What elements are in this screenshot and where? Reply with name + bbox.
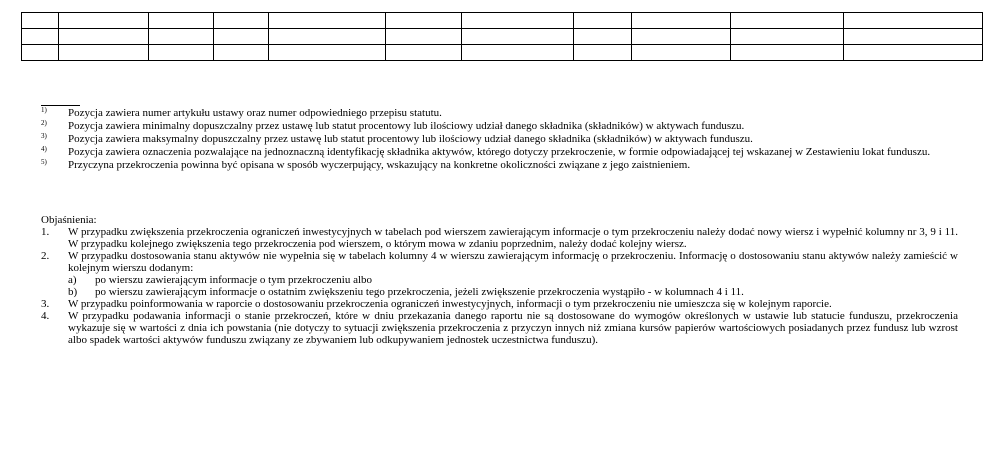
explanations-title: Objaśnienia:	[41, 214, 97, 226]
footnote-2	[41, 120, 961, 132]
explanations-section	[41, 214, 958, 346]
footnote-mark: 1)	[41, 106, 47, 114]
footnote-1	[41, 107, 961, 119]
footnote-text: Pozycja zawiera oznaczenia pozwalające na jednoznaczną identyfikację składnika aktywów, którego dotyczy przekroczenie, w formie odpowiadającej tej wskazanej w Zestawieniu lokat funduszu.	[68, 146, 931, 158]
footnote-text: Pozycja zawiera maksymalny dopuszczalny przez ustawę lub statut procentowy lub ilościowy udział danego składnika (składników) w aktywach funduszu.	[68, 133, 753, 145]
footnotes	[41, 107, 961, 172]
sub-item-text: po wierszu zawierającym informacje o ostatnim zwiększeniu tego przekroczenia, jeżeli zwiększenie przekroczenia wystąpiło - w kolumnach 4 i 11.	[95, 286, 744, 298]
item-number: 2.	[41, 250, 50, 262]
footnote-5	[41, 159, 961, 171]
sub-item-a	[68, 274, 958, 286]
table-row	[22, 45, 983, 61]
footnote-text: Pozycja zawiera minimalny dopuszczalny przez ustawę lub statut procentowy lub ilościowy udział danego składnika (składników) w aktywach funduszu.	[68, 120, 745, 132]
item-text: W przypadku zwiększenia przekroczenia ograniczeń inwestycyjnych w tabelach pod wierszem zawierającym informacje o tym przekroczeniu należy dodać nowy wiersz i wypełnić kolumny nr 3, 9 i 11. W przypadku kolejnego zwiększenia tego przekroczenia pod wierszem, o którym mowa w zdaniu poprzednim, należy dodać kolejny wiersz.	[68, 226, 958, 250]
footnote-text: Przyczyna przekroczenia powinna być opisana w sposób wyczerpujący, wskazujący na konkretne okoliczności związane z jego zaistnieniem.	[68, 159, 691, 171]
footnote-mark: 3)	[41, 132, 47, 140]
footnote-3	[41, 133, 961, 145]
footnote-mark: 5)	[41, 158, 47, 166]
explanation-item-2	[41, 250, 958, 298]
footnote-mark: 4)	[41, 145, 47, 153]
item-number: 1.	[41, 226, 50, 238]
table-row	[22, 13, 983, 29]
explanation-item-4	[41, 310, 958, 346]
item-text: W przypadku dostosowania stanu aktywów nie wypełnia się w tabelach kolumny 4 w wierszu zawierającym informację o przekroczeniu. Informację o dostosowaniu stanu aktywów należy zamieścić w kolejnym wierszu dodanym:	[68, 250, 958, 274]
footnote-4	[41, 146, 961, 158]
table-row	[22, 29, 983, 45]
item-number: 4.	[41, 310, 50, 322]
explanation-item-1	[41, 226, 958, 250]
item-text: W przypadku poinformowania w raporcie o dostosowaniu przekroczenia ograniczeń inwestycyjnych, informacji o tym przekroczeniu nie umieszcza się w kolejnym raporcie.	[68, 298, 832, 310]
footnote-text: Pozycja zawiera numer artykułu ustawy oraz numer odpowiedniego przepisu statutu.	[68, 107, 442, 119]
item-number: 3.	[41, 298, 50, 310]
item-text: W przypadku podawania informacji o stanie przekroczeń, które w dniu przekazania danego raportu nie są dostosowane do wymogów określonych w ustawie lub statucie funduszu, przekroczenia wykazuje się w wartości z dnia ich powstania (nie dotyczy to sytuacji zwiększenia przekroczenia z przyczyn innych niż zmiana kursów papierów wartościowych posiadanych przez fundusz lub wzrost albo spadek wartości aktywów funduszu związany ze zbywaniem lub odkupywaniem jednostek uczestnictwa funduszu).	[68, 310, 958, 346]
sub-item-text: po wierszu zawierającym informacje o tym przekroczeniu albo	[95, 274, 373, 286]
sub-item-b	[68, 286, 958, 298]
sub-item-letter: a)	[68, 274, 77, 286]
sub-item-letter: b)	[68, 286, 78, 298]
empty-data-table	[21, 12, 983, 61]
explanation-item-3	[41, 298, 958, 310]
footnote-mark: 2)	[41, 119, 47, 127]
